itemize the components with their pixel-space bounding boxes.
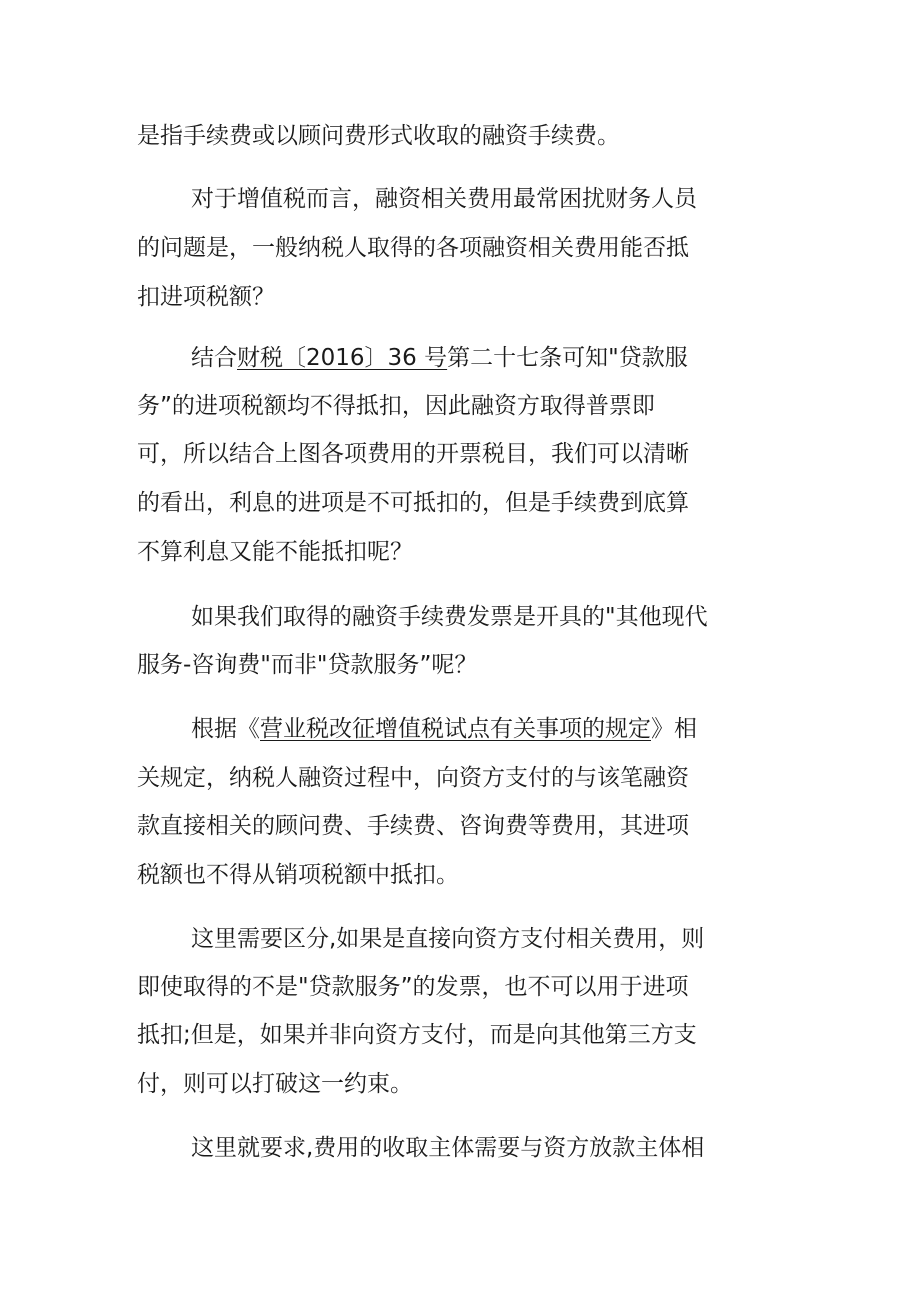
paragraph-line: 不算利息又能不能抵扣呢？: [137, 539, 413, 565]
paragraph-line: 务”的进项税额均不得抵扣，因此融资方取得普票即: [137, 393, 655, 419]
paragraph-line: 关规定，纳税人融资过程中，向资方支付的与该笔融资: [137, 765, 689, 791]
paragraph-line: 服务-咨询费"而非"贷款服务”呢？: [137, 652, 478, 678]
paragraph-line: 的问题是，一般纳税人取得的各项融资相关费用能否抵: [137, 235, 689, 261]
paragraph-line: 这里就要求,费用的收取主体需要与资方放款主体相: [191, 1135, 705, 1161]
paragraph-line: 即使取得的不是"贷款服务”的发票，也不可以用于进项: [137, 974, 689, 1000]
regulation-link[interactable]: 营业税改征增值税试点有关事项的规定: [260, 716, 651, 742]
paragraph-line: 如果我们取得的融资手续费发票是开具的"其他现代: [191, 604, 708, 630]
paragraph-line: 是指手续费或以顾问费形式收取的融资手续费。: [137, 123, 620, 149]
regulation-link[interactable]: 财税〔2016〕36 号: [237, 345, 448, 371]
paragraph-text: 结合: [191, 345, 237, 371]
paragraph-line: [191, 711, 697, 747]
paragraph-line: 扣进项税额？: [137, 284, 275, 310]
paragraph-line: 抵扣;但是，如果并非向资方支付，而是向其他第三方支: [137, 1022, 697, 1048]
paragraph-line: 款直接相关的顾问费、手续费、咨询费等费用，其进项: [137, 813, 689, 839]
paragraph-line: 付，则可以打破这一约束。: [137, 1071, 413, 1097]
paragraph-line: 这里需要区分,如果是直接向资方支付相关费用，则: [191, 926, 705, 952]
paragraph-line: 税额也不得从销项税额中抵扣。: [137, 862, 459, 888]
paragraph-text: 第二十七条可知"贷款服: [447, 345, 688, 371]
paragraph-line: 的看出，利息的进项是不可抵扣的，但是手续费到底算: [137, 490, 689, 516]
paragraph-line: 对于增值税而言，融资相关费用最常困扰财务人员: [191, 186, 697, 212]
paragraph-text: 根据《: [191, 716, 260, 742]
paragraph-line: [191, 340, 688, 376]
paragraph-text: 》相: [651, 716, 697, 742]
paragraph-line: 可，所以结合上图各项费用的开票税目，我们可以清晰: [137, 441, 689, 467]
